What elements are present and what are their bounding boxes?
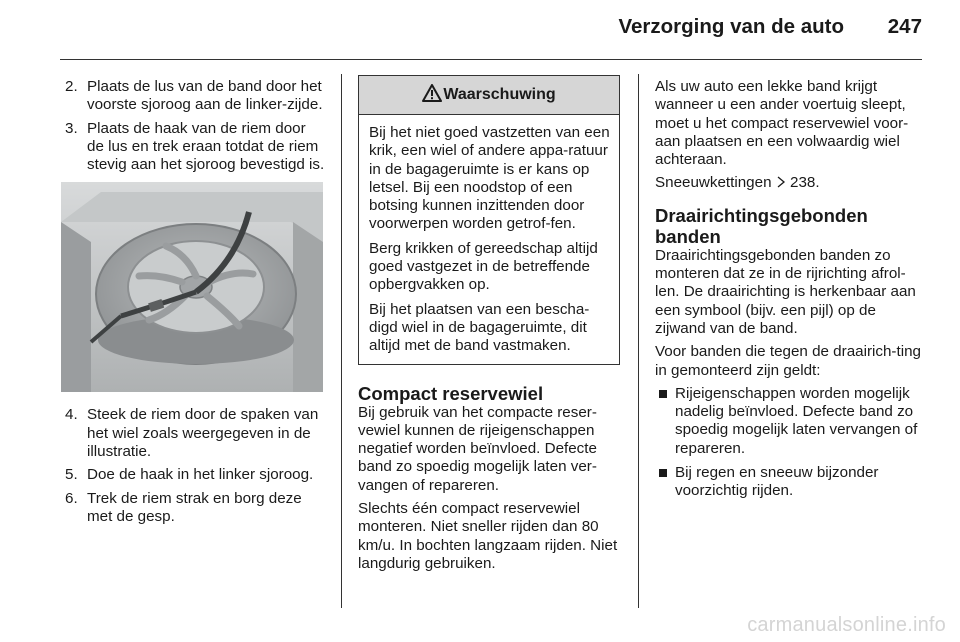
section-heading-compact-spare: Compact reservewiel (358, 382, 544, 404)
step-number: 3. (65, 119, 78, 137)
bullet-marker (659, 390, 667, 398)
body-paragraph: Als uw auto een lekke band krijgt wanneer u een ander voertuig sleept, moet u het compact reservewiel voor-aan plaatsen en een volwaardig wiel achteraan. (655, 78, 909, 169)
warning-paragraph: Bij het plaatsen van een bescha-digd wiel in de bagageruimte, dit altijd met de band vastmaken. (369, 300, 590, 355)
section-heading-directional-tyres: Draairichtingsgebonden banden (655, 204, 868, 247)
list-item (655, 464, 923, 501)
warning-paragraph: Berg krikken of gereedschap altijd goed vastgezet in de betreffende opbergvakken op. (369, 239, 598, 294)
watermark: carmanualsonline.info (747, 613, 946, 636)
cross-reference (655, 174, 923, 192)
warning-triangle-icon (422, 84, 442, 102)
warning-body (359, 115, 619, 364)
warning-box (358, 75, 620, 365)
bullet-text: Rijeigenschappen worden mogelijk nadelig beïnvloed. Defecte band zo spoedig mogelijk laten vervangen of repareren. (675, 384, 918, 457)
bullet-marker (659, 469, 667, 477)
step-text: Steek de riem door de spaken van het wiel zoals weergegeven in de illustratie. (87, 406, 319, 461)
step-text: Plaats de lus van de band door het voorste sjoroog aan de linker-zijde. (87, 78, 323, 114)
page-reference-arrow-icon (776, 176, 786, 188)
column-right (655, 78, 923, 507)
column-divider-right (638, 74, 639, 608)
step-text: Plaats de haak van de riem door de lus en trek eraan totdat de riem stevig aan het sjoroog bevestigd is. (87, 119, 325, 174)
list-item (65, 490, 325, 527)
page-header (60, 16, 922, 56)
step-text: Trek de riem strak en borg deze met de gesp. (87, 489, 302, 525)
column-divider-left (341, 74, 342, 608)
step-text: Doe de haak in het linker sjoroog. (87, 466, 314, 484)
warning-paragraph: Bij het niet goed vastzetten van een krik, een wiel of andere appa-ratuur in de bagageruimte is er kans op letsel. Bij een noodstop of een botsing kunnen inzittenden door voorwerpen worden getrof-fen. (369, 124, 610, 233)
column-left (65, 78, 325, 531)
step-number: 2. (65, 78, 78, 95)
page-number: 247 (887, 15, 922, 38)
bullet-text: Bij regen en sneeuw bijzonder voorzichtig rijden. (675, 464, 879, 500)
list-item (65, 406, 325, 461)
column-middle (358, 75, 624, 578)
step-number: 6. (65, 489, 78, 507)
list-item (65, 78, 325, 115)
bullet-list (655, 385, 923, 501)
page-title: Verzorging van de auto (618, 15, 844, 38)
warning-title: Waarschuwing (443, 86, 556, 103)
body-paragraph: Bij gebruik van het compacte reser-vewiel kunnen de rijeigenschappen negatief worden beïnvloed. Defecte band zo spoedig mogelijk laten ver-vangen of repareren. (358, 403, 597, 494)
step-number: 5. (65, 466, 78, 484)
steps-list (65, 78, 325, 174)
body-paragraph: Slechts één compact reservewiel monteren. Niet sneller rijden dan 80 km/u. In bochten langzaam rijden. Niet langdurig gebruiken. (358, 500, 618, 572)
list-item (65, 466, 325, 484)
body-paragraph: Voor banden die tegen de draairich-ting in gemonteerd zijn geldt: (655, 343, 921, 379)
step-number: 4. (65, 406, 78, 424)
warning-header (359, 76, 619, 115)
spare-wheel-photo (61, 182, 323, 392)
list-item (65, 120, 325, 175)
reference-page: 238. (790, 174, 820, 192)
header-rule (60, 59, 922, 60)
list-item (655, 385, 923, 458)
body-paragraph: Draairichtingsgebonden banden zo monteren dat ze in de rijrichting afrol-len. De draairichting is herkenbaar aan een symbool (bijv. een pijl) op de zijwand van de band. (655, 246, 916, 337)
steps-list-continued (65, 406, 325, 526)
reference-label: Sneeuwkettingen (655, 174, 772, 192)
